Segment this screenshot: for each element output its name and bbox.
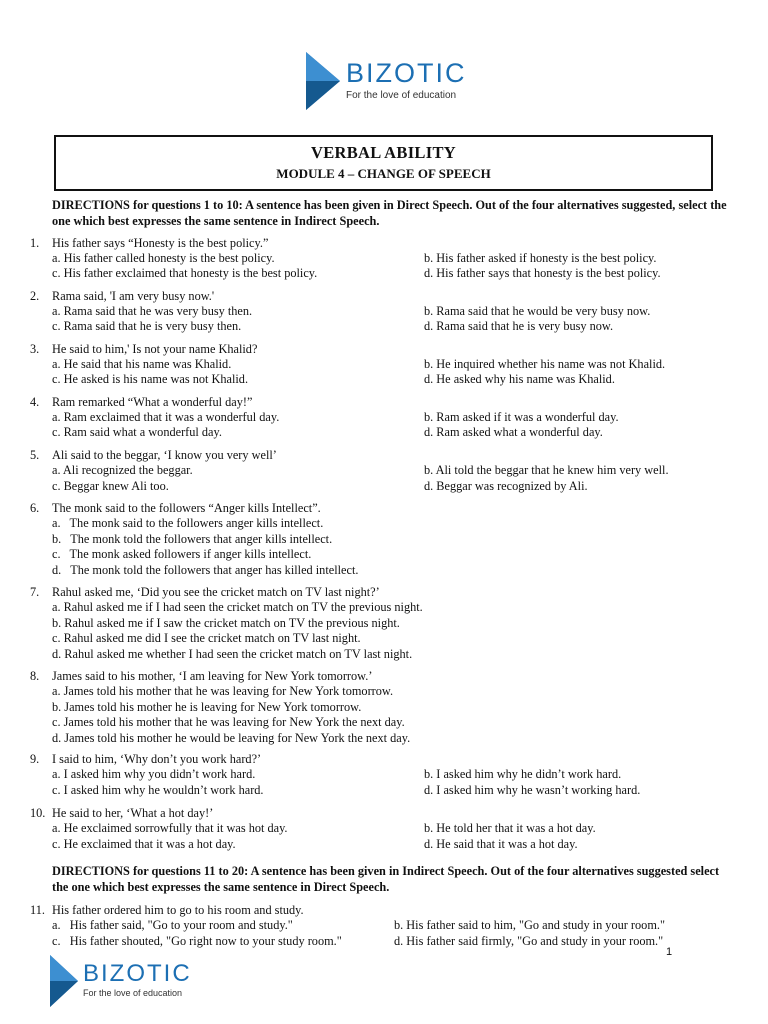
page-subtitle: MODULE 4 – CHANGE OF SPEECH xyxy=(276,166,491,181)
question-stem: He said to him,' Is not your name Khalid? xyxy=(52,342,258,356)
question-stem: The monk said to the followers “Anger kills Intellect”. xyxy=(52,501,321,515)
directions-11-20: DIRECTIONS for questions 11 to 20: A sentence has been given in Indirect Speech. Out of the four alternatives suggested select the one which best expresses the same sentence in Direct Speech. xyxy=(52,864,720,894)
option-a[interactable]: a. His father said, "Go to your room and study." xyxy=(52,918,293,932)
option-c[interactable]: c. James told his mother that he was leaving for New York the next day. xyxy=(52,715,405,729)
option-d[interactable]: d. Rahul asked me whether I had seen the cricket match on TV last night. xyxy=(52,647,413,661)
question-stem: Rama said, 'I am very busy now.' xyxy=(52,289,215,303)
option-d[interactable]: d. Rama said that he is very busy now. xyxy=(424,319,614,333)
question-number: 7. xyxy=(30,585,40,599)
logo-mark-icon xyxy=(50,955,78,1007)
option-a[interactable]: a. Rama said that he was very busy then. xyxy=(52,304,253,318)
option-c[interactable]: c. Rama said that he is very busy then. xyxy=(52,319,242,333)
option-b[interactable]: b. I asked him why he didn’t work hard. xyxy=(424,767,622,781)
option-b[interactable]: b. He told her that it was a hot day. xyxy=(424,821,596,835)
logo-tagline: For the love of education xyxy=(83,988,183,998)
logo-tagline: For the love of education xyxy=(346,90,457,101)
question-stem: Ram remarked “What a wonderful day!” xyxy=(52,395,253,409)
option-a[interactable]: a. Ram exclaimed that it was a wonderful day. xyxy=(52,410,280,424)
page-title: VERBAL ABILITY xyxy=(311,143,456,162)
option-c[interactable]: c. Ram said what a wonderful day. xyxy=(52,425,222,439)
option-b[interactable]: b. Rahul asked me if I saw the cricket match on TV the previous night. xyxy=(52,616,400,630)
question-stem: I said to him, ‘Why don’t you work hard?’ xyxy=(52,752,262,766)
question-number: 5. xyxy=(30,448,40,462)
logo-brand-name: BIZOTIC xyxy=(83,960,192,987)
question-number: 4. xyxy=(30,395,40,409)
option-b[interactable]: b. His father said to him, "Go and study in your room." xyxy=(394,918,665,932)
option-d[interactable]: d. Beggar was recognized by Ali. xyxy=(424,479,588,493)
option-c[interactable]: c. I asked him why he wouldn’t work hard. xyxy=(52,783,264,797)
option-c[interactable]: c. His father shouted, "Go right now to your study room." xyxy=(52,934,342,948)
option-d[interactable]: d. He asked why his name was Khalid. xyxy=(424,372,615,386)
question-stem: His father ordered him to go to his room and study. xyxy=(52,903,304,917)
option-d[interactable]: d. James told his mother he would be leaving for New York the next day. xyxy=(52,731,411,745)
option-d[interactable]: d. He said that it was a hot day. xyxy=(424,837,578,851)
bizotic-logo-footer xyxy=(50,955,192,1007)
question-stem: His father says “Honesty is the best policy.” xyxy=(52,236,269,250)
option-d[interactable]: d. The monk told the followers that anger has killed intellect. xyxy=(52,563,359,577)
question-stem: He said to her, ‘What a hot day!’ xyxy=(52,806,214,820)
option-b[interactable]: b. Ram asked if it was a wonderful day. xyxy=(424,410,619,424)
option-a[interactable]: a. He exclaimed sorrowfully that it was hot day. xyxy=(52,821,288,835)
option-b[interactable]: b. Ali told the beggar that he knew him very well. xyxy=(424,463,669,477)
option-b[interactable]: b. Rama said that he would be very busy now. xyxy=(424,304,651,318)
option-c[interactable]: c. He asked is his name was not Khalid. xyxy=(52,372,249,386)
option-c[interactable]: c. His father exclaimed that honesty is the best policy. xyxy=(52,266,318,280)
question-number: 6. xyxy=(30,501,40,515)
option-d[interactable]: d. His father says that honesty is the best policy. xyxy=(424,266,661,280)
question-stem: Rahul asked me, ‘Did you see the cricket match on TV last night?’ xyxy=(52,585,380,599)
option-a[interactable]: a. The monk said to the followers anger kills intellect. xyxy=(52,516,324,530)
page-number: 1 xyxy=(666,946,673,958)
option-d[interactable]: d. Ram asked what a wonderful day. xyxy=(424,425,603,439)
title-box xyxy=(54,135,713,191)
question-stem: James said to his mother, ‘I am leaving for New York tomorrow.’ xyxy=(52,669,373,683)
logo-mark-icon xyxy=(306,52,340,110)
option-b[interactable]: b. The monk told the followers that anger kills intellect. xyxy=(52,532,333,546)
option-b[interactable]: b. James told his mother he is leaving for New York tomorrow. xyxy=(52,700,362,714)
question-stem: Ali said to the beggar, ‘I know you very well’ xyxy=(52,448,277,462)
question-number: 10. xyxy=(30,806,46,820)
option-a[interactable]: a. Rahul asked me if I had seen the cricket match on TV the previous night. xyxy=(52,600,423,614)
option-a[interactable]: a. I asked him why you didn’t work hard. xyxy=(52,767,256,781)
option-b[interactable]: b. He inquired whether his name was not Khalid. xyxy=(424,357,666,371)
directions-1-10: DIRECTIONS for questions 1 to 10: A sentence has been given in Direct Speech. Out of the four alternatives suggested, select the one which best expresses the same sentence in Indirect Speech. xyxy=(52,198,727,228)
option-a[interactable]: a. He said that his name was Khalid. xyxy=(52,357,232,371)
logo-brand-name: BIZOTIC xyxy=(346,58,467,88)
option-c[interactable]: c. He exclaimed that it was a hot day. xyxy=(52,837,236,851)
option-d[interactable]: d. His father said firmly, "Go and study in your room." xyxy=(394,934,664,948)
option-a[interactable]: a. His father called honesty is the best policy. xyxy=(52,251,275,265)
question-number: 11. xyxy=(30,903,45,917)
option-b[interactable]: b. His father asked if honesty is the best policy. xyxy=(424,251,657,265)
bizotic-logo-header xyxy=(306,52,467,110)
question-number: 3. xyxy=(30,342,40,356)
option-c[interactable]: c. The monk asked followers if anger kills intellect. xyxy=(52,547,312,561)
question-number: 2. xyxy=(30,289,40,303)
question-number: 1. xyxy=(30,236,40,250)
option-a[interactable]: a. Ali recognized the beggar. xyxy=(52,463,193,477)
question-number: 8. xyxy=(30,669,40,683)
question-number: 9. xyxy=(30,752,40,766)
option-c[interactable]: c. Rahul asked me did I see the cricket match on TV last night. xyxy=(52,631,361,645)
option-c[interactable]: c. Beggar knew Ali too. xyxy=(52,479,169,493)
option-a[interactable]: a. James told his mother that he was leaving for New York tomorrow. xyxy=(52,684,394,698)
option-d[interactable]: d. I asked him why he wasn’t working hard. xyxy=(424,783,641,797)
